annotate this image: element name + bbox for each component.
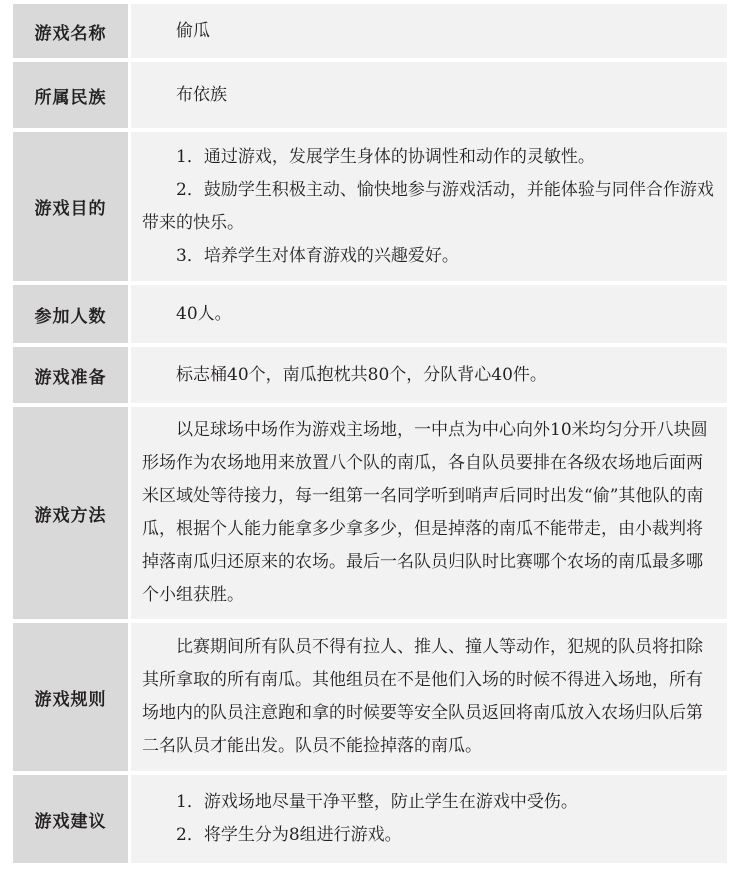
row-label: 游戏方法 [13, 407, 131, 619]
row-game-suggestions [13, 771, 727, 863]
row-label: 参加人数 [13, 285, 131, 343]
content-line: 标志桶40个，南瓜抱枕共80个，分队背心40件。 [176, 364, 547, 385]
row-content [131, 347, 727, 403]
row-participants [13, 281, 727, 343]
content-line: 比赛期间所有队员不得有拉人、推人、撞人等动作，犯规的队员将扣除其所拿取的所有南瓜。其他组员在不是他们入场的时候不得进入场地，所有场地内的队员注意跑和拿的时候要等安全队员返回将南瓜放入农场归队后第二名队员才能出发。队员不能捡掉落的南瓜。 [142, 637, 703, 756]
content-line: 40人。 [176, 303, 232, 324]
row-content [131, 285, 727, 343]
content-line: 2．鼓励学生积极主动、愉快地参与游戏活动，并能体验与同伴合作游戏带来的快乐。 [142, 179, 714, 233]
row-label: 游戏名称 [13, 4, 131, 58]
content-line: 以足球场中场作为游戏主场地，一中点为中心向外10米均匀分开八块圆形场作为农场地用来放置八个队的南瓜，各自队员要排在各级农场地后面两米区域处等待接力，每一组第一名同学听到哨声后同时出发“偷”其他队的南瓜，根据个人能力能拿多少拿多少，但是掉落的南瓜不能带走，由小裁判将掉落南瓜归还原来的农场。最后一名队员归队时比赛哪个农场的南瓜最多哪个小组获胜。 [142, 420, 708, 605]
content-line: 1．通过游戏，发展学生身体的协调性和动作的灵敏性。 [176, 146, 595, 167]
row-game-rules [13, 619, 727, 771]
content-line: 布依族 [176, 84, 227, 105]
row-label: 游戏规则 [13, 623, 131, 771]
row-game-name [13, 4, 727, 58]
row-content [131, 623, 727, 771]
row-content [131, 62, 727, 128]
row-ethnic-group [13, 58, 727, 128]
content-line: 1．游戏场地尽量干净平整，防止学生在游戏中受伤。 [176, 792, 578, 812]
game-info-table [13, 4, 727, 863]
content-line: 偷瓜 [176, 20, 210, 41]
row-label: 游戏建议 [13, 775, 131, 863]
content-line: 3．培养学生对体育游戏的兴趣爱好。 [176, 245, 459, 266]
row-content [131, 4, 727, 58]
row-content [131, 407, 727, 619]
row-game-method [13, 403, 727, 619]
row-content [131, 132, 727, 281]
content-line: 2．将学生分为8组进行游戏。 [176, 825, 402, 845]
row-label: 游戏准备 [13, 347, 131, 403]
row-game-purpose [13, 128, 727, 281]
row-content [131, 775, 727, 863]
row-preparation [13, 343, 727, 403]
row-label: 游戏目的 [13, 132, 131, 281]
row-label: 所属民族 [13, 62, 131, 128]
